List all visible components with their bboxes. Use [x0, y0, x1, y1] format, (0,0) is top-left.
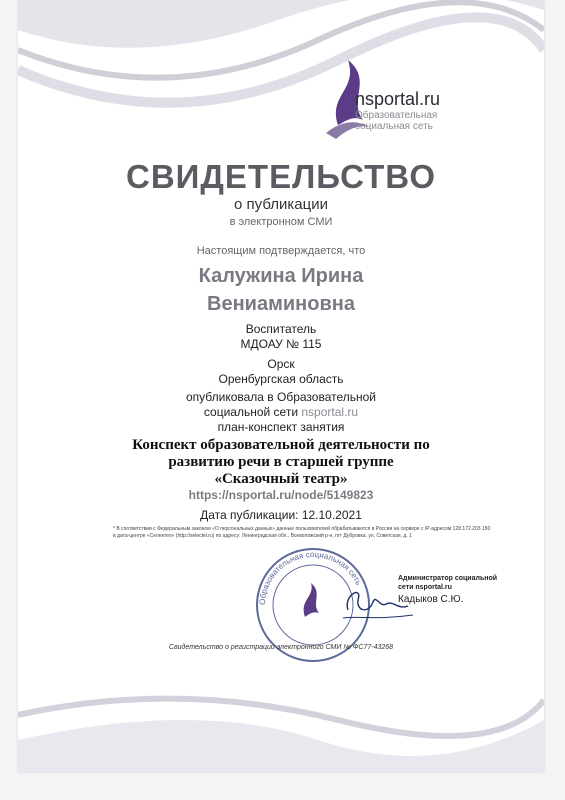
logo-subtitle-line1: Образовательная [355, 109, 438, 121]
work-title-line2: развитию речи в старшей группе [168, 454, 394, 470]
stamp-ring-text: Образовательная социальная сеть [257, 549, 364, 606]
publication-date: Дата публикации: 12.10.2021 [200, 508, 362, 522]
publication-info-block [18, 390, 544, 435]
recipient-city: Орск [267, 357, 295, 371]
confirm-text: Настоящим подтверждается, что [196, 245, 366, 257]
logo-text-block [355, 90, 440, 132]
recipient-region: Оренбургская область [218, 372, 344, 386]
certificate-subtitle: о публикации [234, 196, 328, 213]
logo-subtitle-line2: социальная сеть [355, 120, 433, 132]
published-site-name: nsportal.ru [301, 405, 359, 419]
certificate-subtitle-media: в электронном СМИ [229, 216, 333, 228]
publication-url: https://nsportal.ru/node/5149823 [188, 488, 374, 502]
recipient-name-line2: Вениаминовна [207, 293, 355, 315]
data-processing-footnote: * В соответствии с Федеральным законом «О персональных данных» данные пользователей обрабатываются в России на сервере с IP-адресом 128.172.203.150 в дата-центре «Селектел» (http://selectel.ru) по адресу: Ленинградская обл., Всеволожский р-н, пгт Дубровка, ул. Советская, д. 1 [113, 526, 491, 539]
recipient-organization: МДОАУ № 115 [240, 337, 322, 351]
certificate-sheet [18, 0, 544, 772]
work-title-line3: «Сказочный театр» [214, 471, 348, 487]
work-title-line1: Конспект образовательной деятельности по [132, 437, 430, 453]
published-line2 [18, 405, 544, 420]
work-title [18, 437, 544, 488]
certificate-title: СВИДЕТЕЛЬСТВО [126, 158, 436, 195]
published-line1: опубликовала в Образовательной [185, 390, 377, 404]
admin-role-line1: Администратор социальной [398, 575, 498, 582]
recipient-name [18, 262, 544, 318]
admin-role [398, 574, 528, 592]
media-registry-text: Свидетельство о регистрации электронного СМИ № ФС77-43268 [168, 644, 394, 651]
admin-name: Кадыков С.Ю. [398, 594, 464, 605]
recipient-position-block [18, 322, 544, 352]
logo-site-name: nsportal.ru [355, 89, 441, 109]
admin-role-line2: сети nsportal.ru [398, 584, 452, 591]
published-line2-prefix: социальной сети [203, 405, 302, 419]
recipient-name-line1: Калужина Ирина [198, 265, 364, 287]
recipient-position: Воспитатель [245, 322, 317, 336]
material-type: план-конспект занятия [217, 420, 345, 434]
recipient-location-block [18, 357, 544, 387]
